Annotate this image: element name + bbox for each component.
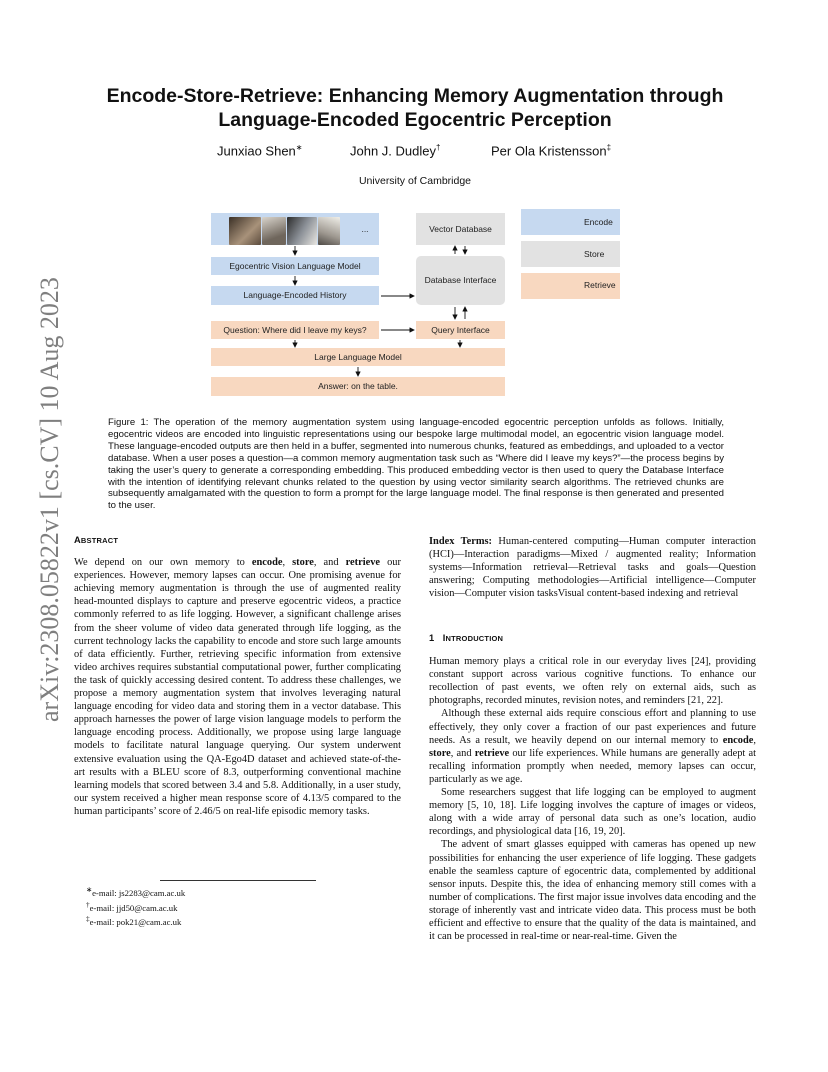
legend-retrieve-label: Retrieve: [584, 280, 616, 290]
llm-box: Large Language Model: [211, 348, 505, 366]
arxiv-stamp: arXiv:2308.05822v1 [cs.CV] 10 Aug 2023: [35, 277, 64, 722]
question-box: Question: Where did I leave my keys?: [211, 321, 379, 339]
evlm-box: Egocentric Vision Language Model: [211, 257, 379, 275]
intro-paragraph: The advent of smart glasses equipped with cameras has opened up new possibilities for enhancing the user experience of life logging. These gadgets enable the seamless capture of egocentric data, complemented by additional sensor inputs. Despite this, the idea of enhancing memory still comes with a number of complications. The first major issue involves data encoding and the storage of inherently vast and intricate video data. This process must be both efficient and effective to ensure that the quality of the data is maintained, and it can be processed in real-time or near-real-time. Given the: [429, 839, 756, 943]
abstract-heading: ABSTRACT: [74, 535, 119, 545]
database-interface-box: Database Interface: [416, 256, 505, 305]
introduction-section: [429, 632, 756, 943]
footnotes: [86, 885, 185, 929]
introduction-heading: 1 INTRODUCTION: [429, 633, 504, 643]
affiliation: University of Cambridge: [358, 175, 472, 187]
footnote: †e-mail: jjd50@cam.ac.uk: [86, 900, 178, 913]
author-2: John J. Dudley†: [350, 143, 441, 159]
footnote: ∗e-mail: js2283@cam.ac.uk: [86, 886, 186, 898]
history-box: Language-Encoded History: [211, 286, 379, 305]
figure-arrows: [0, 0, 828, 420]
title-line-2: Language-Encoded Egocentric Perception: [218, 109, 612, 131]
answer-box: Answer: on the table.: [211, 377, 505, 396]
vector-database-box: Vector Database: [416, 213, 505, 245]
legend-store-label: Store: [584, 249, 605, 259]
figure-caption: Figure 1: The operation of the memory augmentation system using language-encoded egocentric perception unfolds as follows. Initially, egocentric videos are encoded into linguistic representations using our bespoke large multimodal model, an egocentric vision language model. These language-encoded outputs are then held in a buffer, segmented into numerous chunks, featured as embeddings, and uploaded to a vector database. When a user poses a question—a common memory augmentation task such as “Where did I leave my keys?”—the process begins by taking the user’s query to generate a corresponding embedding. This produced embedding vector is then used to query the Database Interface with the intention of identifying relevant chunks related to the question by using vector similarity search algorithms. The retrieved chunks are subsequently amalgamated with the question to form a prompt for the large language model. The final response is then generated and presented to the user.: [108, 417, 724, 512]
legend-encode-label: Encode: [584, 217, 613, 227]
intro-paragraph: Although these external aids require conscious effort and planning to use effectively, they only cover a fraction of our past experiences and future needs. As a result, we heavily depend on our internal memory to encode, store, and retrieve our life experiences. While humans are generally adept at recalling information promptly when needed, memory lapses can occur, particularly as we age.: [429, 708, 756, 785]
query-interface-box: Query Interface: [416, 321, 505, 339]
footnote-rule: [160, 880, 316, 881]
frames-ellipsis: ...: [361, 223, 369, 234]
author-1: Junxiao Shen∗: [217, 143, 303, 159]
title-line-1: Encode-Store-Retrieve: Enhancing Memory Augmentation through: [106, 85, 724, 107]
index-terms-text: Human-centered computing—Human computer interaction (HCI)—Interaction paradigms—Mixed / augmented reality; Information systems—Information retrieval—Retrieval tasks and goals—Question answering; Computing methodologies—Artificial intelligence—Computer vision—Computer vision tasksVisual content-based indexing and retrieval: [429, 536, 756, 600]
index-terms-label: Index Terms:: [429, 536, 492, 547]
index-terms: [429, 535, 756, 600]
intro-paragraph: Human memory plays a critical role in our everyday lives [24], providing constant support across various cognitive functions. To enhance our recollection of past events, we often rely on external aids, such as photographs, recorded minutes, revision notes, and reminders [21, 22].: [429, 656, 756, 707]
intro-paragraph: Some researchers suggest that life logging can be employed to augment memory [5, 10, 18]. Life logging involves the capture of images or videos, along with a wide array of personal data such as one’s location, audio recordings, and physiological data [16, 19, 20].: [429, 787, 756, 838]
abstract-text: We depend on our own memory to encode, store, and retrieve our experiences. However, memory lapses can occur. One promising avenue for achieving memory augmentation is through the use of augmented reality head-mounted displays to capture and preserve egocentric videos, a practice commonly referred to as life logging. However, a significant challenge arises from the sheer volume of video data generated through life logging, as the current technology lacks the capability to encode and store such large amounts of data efficiently. Further, retrieving specific information from extensive video archives requires substantial computational power, further complicating the task of quickly accessing desired content. To address these challenges, we propose a memory augmentation system that involves leveraging natural language encoding for video data and storing them in a vector database. This approach harnesses the power of large vision language models to perform the language encoding process. Additionally, we propose using large language models to facilitate natural language querying. Our system underwent extensive evaluation using the QA-Ego4D dataset and achieved state-of-the-art results with a BLEU score of 8.3, outperforming conventional machine learning models that scored between 3.4 and 5.8. Additionally, in a user study, our system received a higher mean response score of 4.13/5 compared to the human participants’ score of 2.46/5 on real-life episodic memory tasks.: [74, 557, 401, 817]
footnote: ‡e-mail: pok21@cam.ac.uk: [86, 915, 182, 928]
abstract-section: [74, 534, 401, 818]
author-3: Per Ola Kristensson‡: [491, 143, 612, 159]
